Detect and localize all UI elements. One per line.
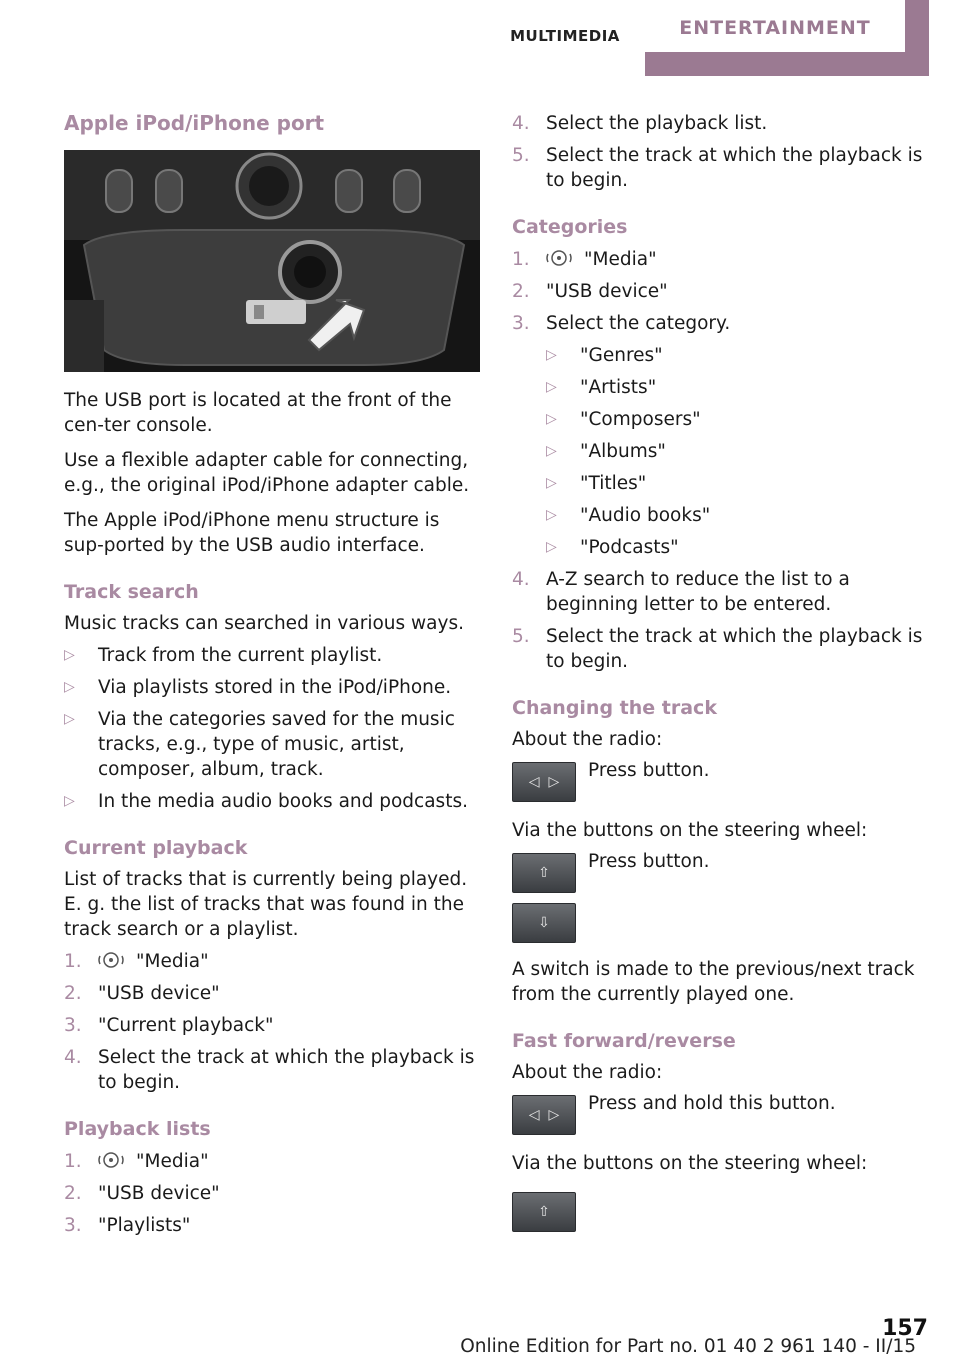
menu-structure-text: The Apple iPod/iPhone menu structure is sup‐ported by the USB audio interface. [64,510,440,556]
bullet-triangle-icon: ▷ [64,679,75,695]
wheel-down-button[interactable] [512,903,576,943]
bullet-triangle-icon: ▷ [546,347,557,363]
playback-lists-heading: Playback lists [64,1118,211,1140]
changing-track-heading: Changing the track [512,697,717,719]
track-search-heading: Track search [64,581,199,603]
bullet-triangle-icon: ▷ [64,647,75,663]
list-item: 4. Select the playback list. [512,113,768,134]
list-item: 5. Select the track at which the playback is to begin. [512,145,923,191]
page-number: 157 [882,1316,928,1341]
list-item: 1. "Media" [64,951,209,972]
switch-note-text: A switch is made to the previous/next track from the currently played one. [512,959,915,1005]
list-item: ▷ In the media audio books and podcasts. [64,791,468,812]
current-playback-heading: Current playback [64,837,248,859]
press-hold-text: Press and hold this button. [588,1093,836,1114]
fast-forward-heading: Fast forward/reverse [512,1030,736,1052]
page-title: Apple iPod/iPhone port [64,111,325,135]
media-icon [546,248,572,268]
steering-wheel-text-2: Via the buttons on the steering wheel: [512,1153,868,1174]
wheel-up-button-2[interactable] [512,1192,576,1232]
prev-next-button[interactable] [512,762,576,802]
list-item: ▷ "Titles" [546,473,647,494]
list-item: ▷ "Podcasts" [546,537,679,558]
list-item: 3. "Current playback" [64,1015,274,1036]
radio-button-row-2 [512,1095,932,1135]
bullet-triangle-icon: ▷ [546,539,557,555]
current-playback-intro: List of tracks that is currently being played. E. g. the list of tracks that was found in the track search or a playlist. [64,869,468,940]
chapter-tabs [490,0,930,76]
category-options [546,343,932,560]
prev-next-button-2[interactable] [512,1095,576,1135]
list-item: 4. A-Z search to reduce the list to a beginning letter to be entered. [512,569,850,615]
wheel-up-button[interactable] [512,853,576,893]
bullet-triangle-icon: ▷ [546,411,557,427]
list-item: ▷ "Composers" [546,409,701,430]
edition-note: Online Edition for Part no. 01 40 2 961 140 - II/15 [460,1336,916,1357]
categories-steps-after [512,567,932,674]
media-icon [98,950,124,970]
list-item: ▷ "Audio books" [546,505,711,526]
adapter-text: Use a flexible adapter cable for connecting, e.g., the original iPod/iPhone adapter cable. [64,450,470,496]
categories-steps [512,247,932,336]
list-item: ▷ Track from the current playlist. [64,645,383,666]
about-radio-text-2: About the radio: [512,1062,663,1083]
prev-next-arrows-icon: ◁ ▷ [528,1107,560,1123]
list-item: 1. "Media" [512,249,657,270]
list-item: 5. Select the track at which the playback is to begin. [512,626,923,672]
list-item: 2. "USB device" [512,281,668,302]
list-item: 1. "Media" [64,1151,209,1172]
right-column [512,108,932,1232]
list-item: ▷ Via the categories saved for the music tracks, e.g., type of music, artist, composer, album, track. [64,709,455,780]
playback-lists-steps-cont [512,111,932,193]
steering-button-row-2 [512,1192,932,1232]
list-item: ▷ "Genres" [546,345,663,366]
list-item: ▷ "Artists" [546,377,657,398]
playback-lists-steps [64,1149,482,1238]
usb-port-photo [64,150,480,372]
bullet-triangle-icon: ▷ [64,711,75,727]
media-icon [98,1150,124,1170]
left-column [64,108,482,1238]
list-item: 3. Select the category. [512,313,731,334]
bullet-triangle-icon: ▷ [546,379,557,395]
bullet-triangle-icon: ▷ [546,475,557,491]
list-item: ▷ "Albums" [546,441,666,462]
tab-entertainment[interactable]: ENTERTAINMENT [645,0,905,52]
press-button-text-2: Press button. [588,851,710,872]
usb-location-text: The USB port is located at the front of the cen‐ter console. [64,390,452,436]
track-search-intro: Music tracks can searched in various ways. [64,613,464,634]
console-illustration [64,150,480,372]
list-item: 4. Select the track at which the playback is to begin. [64,1047,475,1093]
list-item: ▷ Via playlists stored in the iPod/iPhone. [64,677,452,698]
track-search-list [64,643,482,814]
tab-multimedia[interactable]: MULTIMEDIA [510,27,620,45]
tab-entertainment-bg[interactable] [645,0,929,76]
list-item: 2. "USB device" [64,983,220,1004]
bullet-triangle-icon: ▷ [546,507,557,523]
steering-wheel-text: Via the buttons on the steering wheel: [512,820,868,841]
radio-button-row [512,762,932,802]
about-radio-text: About the radio: [512,729,663,750]
press-button-text: Press button. [588,760,710,781]
current-playback-steps [64,949,482,1095]
up-arrow-icon: ⇧ [538,865,550,881]
bullet-triangle-icon: ▷ [64,793,75,809]
page-footer [0,1318,960,1362]
prev-next-arrows-icon: ◁ ▷ [528,774,560,790]
categories-heading: Categories [512,216,628,238]
bullet-triangle-icon: ▷ [546,443,557,459]
up-arrow-icon: ⇧ [538,1204,550,1220]
list-item: 3. "Playlists" [64,1215,191,1236]
steering-button-row [512,853,932,943]
steering-buttons [512,853,576,943]
list-item: 2. "USB device" [64,1183,220,1204]
down-arrow-icon: ⇩ [538,915,550,931]
